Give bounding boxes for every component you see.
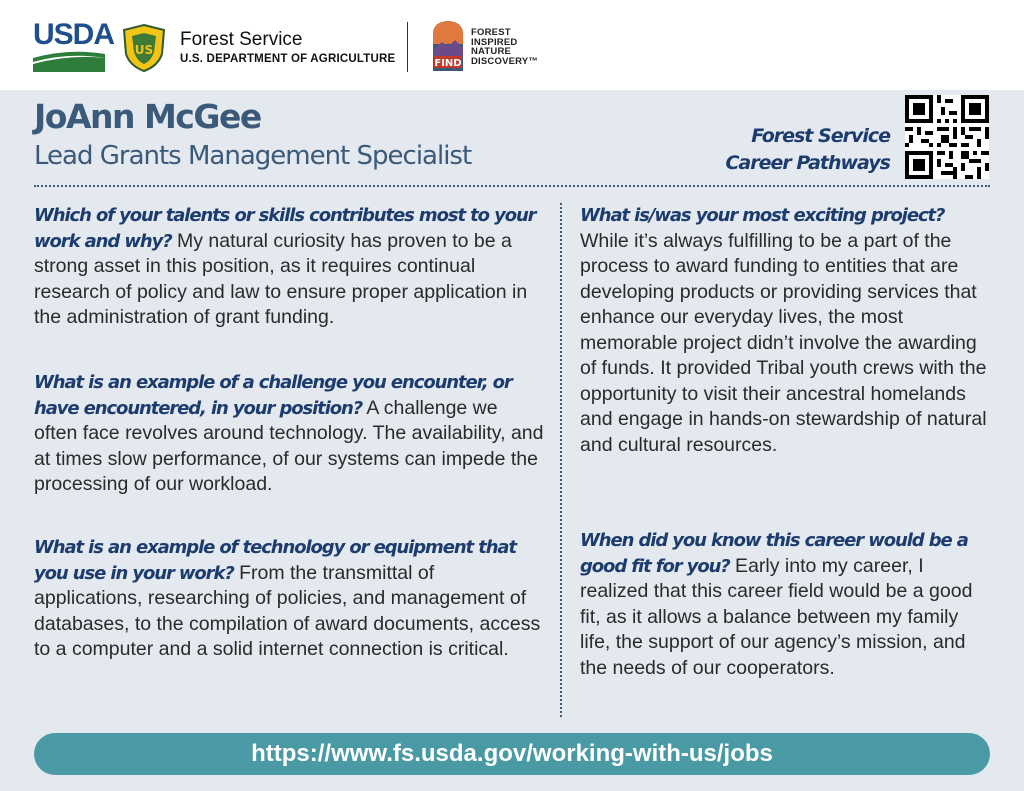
svg-text:US: US xyxy=(134,43,154,57)
department-name: U.S. DEPARTMENT OF AGRICULTURE xyxy=(180,53,396,65)
forest-service-shield-icon xyxy=(122,24,166,72)
qr-code-icon[interactable] xyxy=(905,95,989,179)
left-qa-3 xyxy=(34,535,546,663)
career-pathways-label: Forest Service Career Pathways xyxy=(725,125,890,174)
answer: My natural curiosity has proven to be a strong asset in this position, as it requires continual research of policy and law to ensure proper application in the administration of grant funding. xyxy=(34,229,528,328)
page-header xyxy=(0,0,1024,90)
usda-logo-text: USDA xyxy=(33,18,115,51)
jobs-url-link[interactable]: https://www.fs.usda.gov/working-with-us/jobs xyxy=(251,740,773,767)
usda-logo xyxy=(33,20,114,50)
find-logo-icon xyxy=(430,20,466,72)
question: When did you know this career would be a good fit for you? xyxy=(580,530,968,577)
header-dotted-divider xyxy=(34,185,990,187)
left-qa-2 xyxy=(34,370,546,498)
answer: While it’s always fulfilling to be a part of the process to award funding to entities that are developing products or providing services that enhance our everyday lives, the most memorable project didn’t involve the awarding of funds. It provided Tribal youth crews with the opportunity to visit their ancestral homelands and engage in hands-on stewardship of natural and cultural resources. xyxy=(580,229,987,456)
question: What is/was your most exciting project? xyxy=(580,205,945,226)
right-qa-1 xyxy=(580,203,992,458)
usda-logo-icon xyxy=(33,50,105,72)
jobs-url-bar[interactable] xyxy=(34,733,990,775)
question: What is an example of technology or equipment that you use in your work? xyxy=(34,537,516,584)
answer: A challenge we often face revolves around technology. The availability, and at times slow performance, of our systems can impede the processing of our workload. xyxy=(34,396,544,495)
employee-title: Lead Grants Management Specialist xyxy=(34,141,472,171)
agency-name: Forest Service xyxy=(180,29,303,50)
answer: Early into my career, I realized that this career field would be a good fit, as it allows a balance between my family life, the support of our agency’s mission, and the needs of our cooperators. xyxy=(580,554,973,679)
column-dotted-divider xyxy=(560,203,562,717)
answer: From the transmittal of applications, researching of policies, and management of databases, to the compilation of award documents, access to a computer and a solid internet connection is critical. xyxy=(34,561,541,660)
find-logo-text: FIND xyxy=(434,58,462,69)
left-qa-1 xyxy=(34,203,546,331)
find-tagline: FOREST INSPIRED NATURE DISCOVERY™ xyxy=(471,27,539,67)
employee-name: JoAnn McGee xyxy=(34,97,261,136)
header-divider xyxy=(407,22,408,72)
question: Which of your talents or skills contributes most to your work and why? xyxy=(34,205,536,252)
right-qa-2 xyxy=(580,528,992,681)
question: What is an example of a challenge you encounter, or have encountered, in your position? xyxy=(34,372,512,419)
